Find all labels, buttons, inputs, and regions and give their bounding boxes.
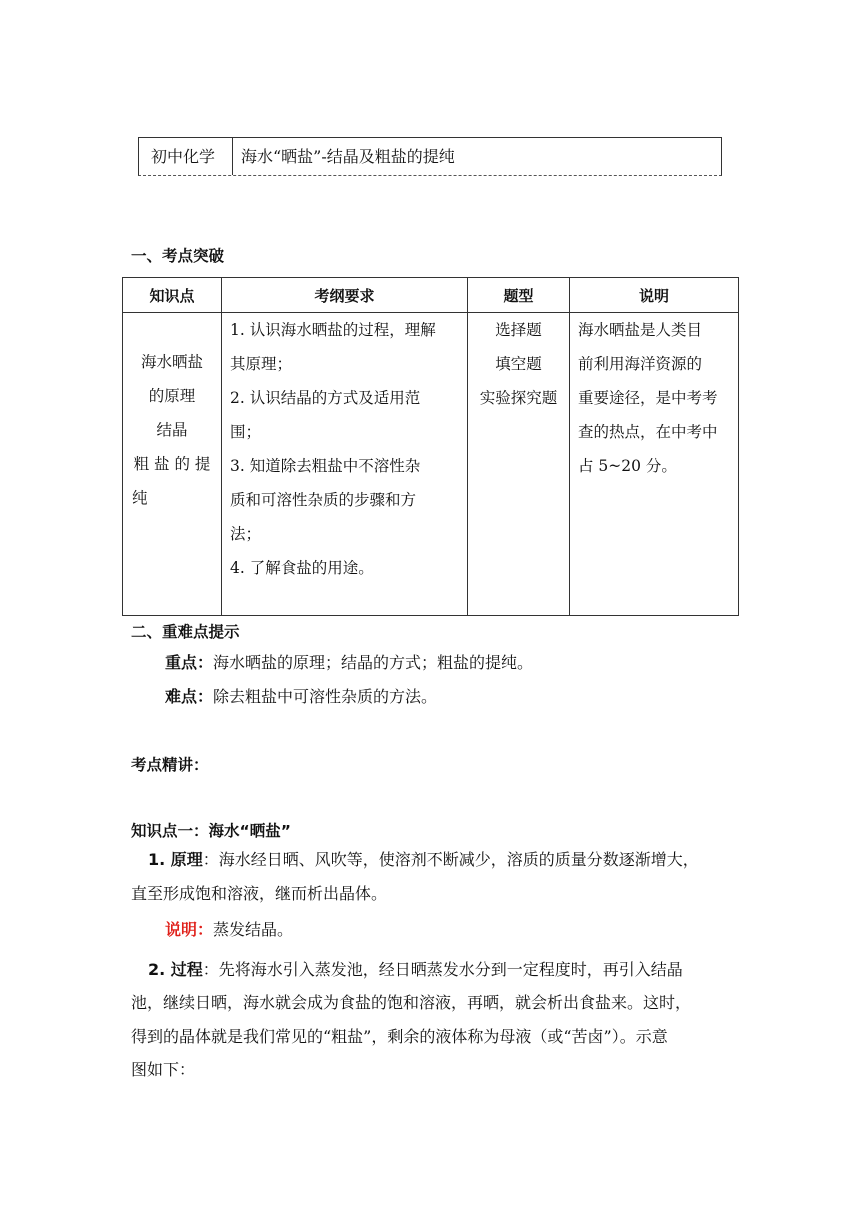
knowledge-point-title: 知识点一：海水“晒盐” — [131, 822, 291, 840]
section2-title: 二、重难点提示 — [131, 623, 240, 641]
note-line: 重要途径，是中考考 — [578, 389, 718, 407]
requirement-line: 围； — [230, 423, 262, 441]
knowledge-line: 海水晒盐 — [140, 353, 203, 371]
item2-line3: 得到的晶体就是我们常见的“粗盐”，剩余的液体称为母液（或“苦卤”）。示意 — [131, 1027, 668, 1046]
note-line: 前利用海洋资源的 — [578, 355, 703, 373]
difficult-label: 难点： — [165, 687, 214, 706]
header-knowledge: 知识点 — [123, 278, 222, 313]
key-point — [165, 647, 533, 679]
question-type-item: 选择题 — [495, 321, 542, 339]
knowledge-line: 纯 — [132, 489, 148, 507]
subject-cell: 初中化学 — [139, 138, 233, 175]
topic-cell: 海水“晒盐”-结晶及粗盐的提纯 — [241, 147, 455, 166]
difficult-point — [165, 681, 437, 713]
difficult-text: 除去粗盐中可溶性杂质的方法。 — [213, 687, 438, 706]
question-type-cell — [468, 313, 570, 616]
requirement-line: 1. 认识海水晒盐的过程，理解 — [230, 321, 436, 339]
item2-text: ：先将海水引入蒸发池，经日晒蒸发水分到一定程度时，再引入结晶 — [202, 960, 683, 979]
item2-line2: 池，继续日晒，海水就会成为食盐的饱和溶液，再晒，就会析出食盐来。这时， — [131, 993, 692, 1012]
section1-title: 一、考点突破 — [131, 247, 225, 265]
knowledge-table — [122, 277, 739, 616]
requirement-line: 其原理； — [230, 355, 293, 373]
header-table — [138, 137, 722, 176]
knowledge-line: 的原理 — [148, 387, 196, 405]
note-line: 海水晒盐是人类目 — [578, 321, 703, 339]
header-requirement: 考纲要求 — [222, 278, 468, 313]
note-line: 占 5~20 分。 — [578, 457, 677, 475]
question-type-item: 实验探究题 — [479, 389, 558, 407]
knowledge-line: 粗 盐 的 提 — [133, 455, 211, 473]
key-label: 重点： — [165, 653, 214, 672]
knowledge-line: 结晶 — [156, 421, 188, 439]
requirement-line: 3. 知道除去粗盐中不溶性杂 — [230, 457, 421, 475]
item1-line1 — [148, 844, 738, 876]
note-label: 说明： — [165, 920, 214, 939]
requirement-line: 2. 认识结晶的方式及适用范 — [230, 389, 421, 407]
item2-line4: 图如下： — [131, 1060, 196, 1079]
note-line: 查的热点，在中考中 — [578, 423, 718, 441]
table-row — [123, 313, 739, 616]
header-note: 说明 — [570, 278, 739, 313]
note-line — [165, 914, 293, 946]
requirement-line: 质和可溶性杂质的步骤和方 — [230, 491, 417, 509]
table-header-row — [123, 278, 739, 313]
knowledge-cell — [123, 313, 222, 616]
section3-title: 考点精讲： — [131, 756, 209, 774]
note-cell — [570, 313, 739, 616]
item2-label: 2. 过程 — [148, 960, 203, 979]
note-text: 蒸发结晶。 — [213, 920, 294, 939]
requirement-line: 法； — [230, 525, 262, 543]
question-type-item: 填空题 — [495, 355, 542, 373]
item2-line1 — [148, 954, 738, 986]
requirement-line: 4. 了解食盐的用途。 — [230, 559, 374, 577]
requirement-cell — [222, 313, 468, 616]
item1-label: 1. 原理 — [148, 850, 203, 869]
item1-text: ：海水经日晒、风吹等，使溶剂不断减少，溶质的质量分数逐渐增大， — [202, 850, 699, 869]
key-text: 海水晒盐的原理；结晶的方式；粗盐的提纯。 — [213, 653, 534, 672]
header-question-type: 题型 — [468, 278, 570, 313]
item1-line2: 直至形成饱和溶液，继而析出晶体。 — [131, 884, 388, 903]
